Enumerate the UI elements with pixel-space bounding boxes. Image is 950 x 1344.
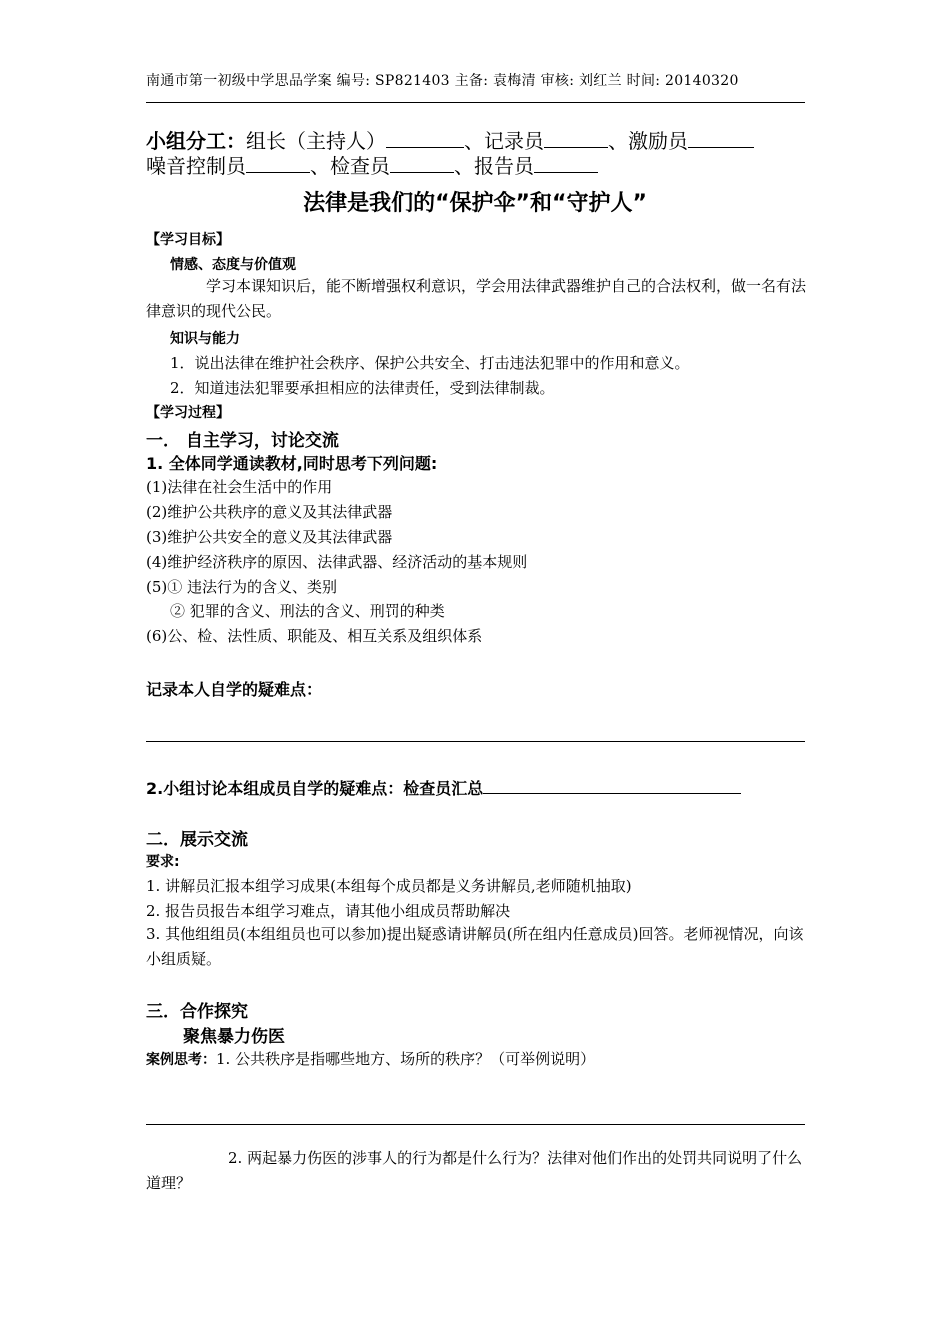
part1-heading: 一． 自主学习，讨论交流 <box>146 431 339 451</box>
emotion-heading: 情感、态度与价值观 <box>170 257 296 273</box>
group-roles-line2 <box>146 150 598 179</box>
group-label: 小组分工： <box>146 129 246 153</box>
requirement-2: 2. 报告员报告本组学习难点，请其他小组成员帮助解决 <box>146 902 511 920</box>
leader-label: 组长（主持人） <box>246 129 386 153</box>
recorder-label: 、记录员 <box>464 129 544 153</box>
emotion-text: 学习本课知识后，能不断增强权利意识，学会用法律武器维护自己的合法权利，做一名有法律意识的现代公民。 <box>146 277 807 320</box>
goals-heading: 【学习目标】 <box>146 232 230 248</box>
noise-blank[interactable] <box>246 152 310 173</box>
requirements-label: 要求: <box>146 854 180 870</box>
reporter-label: 、报告员 <box>454 154 534 178</box>
reporter-blank[interactable] <box>534 152 598 173</box>
page-title: 法律是我们的“保护伞”和“守护人” <box>303 191 647 216</box>
question-6: (6)公、检、法性质、职能及、相互关系及组织体系 <box>146 627 483 645</box>
knowledge-heading: 知识与能力 <box>170 331 240 347</box>
question-1: (1)法律在社会生活中的作用 <box>146 478 333 496</box>
page-header: 南通市第一初级中学思品学案 编号: SP821403 主备: 袁梅清 审核: 刘红兰 时间: 20140320 <box>146 73 739 89</box>
recorder-blank[interactable] <box>544 127 608 148</box>
case-question-1: 1. 公共秩序是指哪些地方、场所的秩序？（可举例说明） <box>216 1050 596 1068</box>
questions-heading: 1. 全体同学通读教材,同时思考下列问题: <box>146 454 438 473</box>
case-question-2: 2. 两起暴力伤医的涉事人的行为都是什么行为？法律对他们作出的处罚共同说明了什么道理？ <box>146 1149 803 1192</box>
checker-label: 、检查员 <box>310 154 390 178</box>
discuss-text: 2.小组讨论本组成员自学的疑难点：检查员汇总 <box>146 779 484 798</box>
question-2: (2)维护公共秩序的意义及其法律武器 <box>146 503 393 521</box>
leader-blank[interactable] <box>386 127 464 148</box>
discuss-blank[interactable] <box>483 777 741 794</box>
case-question-1-line <box>146 1048 595 1069</box>
part3-heading: 三．合作探究 <box>146 1002 248 1022</box>
knowledge-item-2: 2．知道违法犯罪要承担相应的法律责任，受到法律制裁。 <box>170 379 555 397</box>
record-label: 记录本人自学的疑难点： <box>146 680 323 699</box>
question-3: (3)维护公共安全的意义及其法律武器 <box>146 528 393 546</box>
discuss-label <box>146 776 741 799</box>
part3-subheading: 聚焦暴力伤医 <box>183 1027 285 1047</box>
question-5a: (5)① 违法行为的含义、类别 <box>146 578 338 596</box>
requirement-1: 1. 讲解员汇报本组学习成果(本组每个成员都是义务讲解员,老师随机抽取) <box>146 877 632 895</box>
header-rule <box>146 102 805 103</box>
question-4: (4)维护经济秩序的原因、法律武器、经济活动的基本规则 <box>146 553 528 571</box>
process-heading: 【学习过程】 <box>146 405 230 421</box>
case-answer-line[interactable] <box>146 1124 805 1125</box>
motivator-blank[interactable] <box>688 127 754 148</box>
noise-label: 噪音控制员 <box>146 154 246 178</box>
case-label: 案例思考： <box>146 1052 216 1068</box>
checker-blank[interactable] <box>390 152 454 173</box>
question-5b: ② 犯罪的含义、刑法的含义、刑罚的种类 <box>170 602 445 620</box>
knowledge-item-1: 1．说出法律在维护社会秩序、保护公共安全、打击违法犯罪中的作用和意义。 <box>170 354 690 372</box>
record-answer-line[interactable] <box>146 741 805 742</box>
part2-heading: 二．展示交流 <box>146 830 248 850</box>
requirement-3: 3. 其他组组员(本组组员也可以参加)提出疑惑请讲解员(所在组内任意成员)回答。老师视情况，向该小组质疑。 <box>146 925 804 968</box>
motivator-label: 、激励员 <box>608 129 688 153</box>
